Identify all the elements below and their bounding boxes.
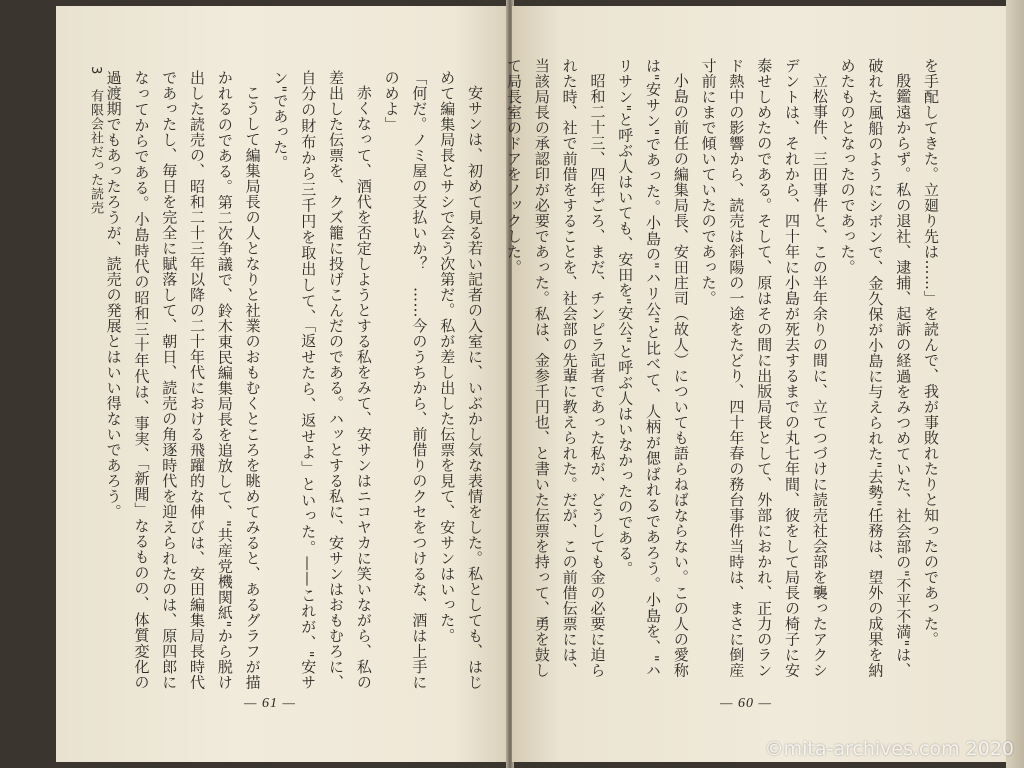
paragraph: 殷鑑遠からず。私の退社、逮捕、起訴の経過をみつめていた、社会部の"不平不満"は、破れた風船のようにシボンで、金久保が小島に与えられた"去勢"任務は、望外の成果を納めたものとなったのであった。 (838, 58, 913, 678)
watermark: ©mita-archives.com 2020 (764, 738, 1014, 760)
page-number: — 61 — (244, 696, 296, 711)
paragraph: 立松事件、三田事件と、この半年余りの間に、立てつづけに読売社会部を襲ったアクシデントは、それから、四十年に小島が死去するまでの丸七年間、彼をして局長の椅子に安泰せしめたのである。そして、原はその間に出版局長として、外部におかれ、正力のランド熱中の影響から、読売は斜陽の一途をたどり、四十年春の務台事件当時は、まさに倒産寸前にまで傾いていたのであった。 (699, 58, 829, 678)
running-header: 3 有限会社だった読売 (88, 66, 103, 216)
right-page-body (505, 58, 944, 678)
right-page (505, 6, 1008, 762)
paragraph: 赤くなって、酒代を否定しようとする私をみて、安サンはニコヤカに笑いながら、私の差出した伝票を、クズ籠に投げこんだのである。ハッとする私に、安サンはおもむろに、自分の財布から三千円を取出して、「返せたら、返せよ」といった。——これが、"安サン"であった。 (271, 70, 373, 690)
left-page (56, 6, 508, 762)
paragraph: 安サンは、初めて見る若い記者の入室に、いぶかし気な表情をした。私としても、はじめて編集局長とサシで会う次第だ。私が差し出した伝票を見て、安サンはいった。 (438, 70, 484, 690)
paragraph: こうして編集局長の人となりと社業のおもむくところを眺めてみると、あるグラフが描かれるのである。第二次争議で、鈴木東民編集局長を追放して、"共産党機関紙"から脱け出した読売の、昭和二十三年以降の二十年代における飛躍的な伸びは、安田編集局長時代であったし、毎日を完全に賦落して、朝日、読売の角逐時代を迎えられたのは、原四郎になってからである。小島時代の昭和三十年代は、事実、「新聞」なるものの、体質変化の過渡期でもあったろうが、読売の発展とはいい得ないであろう。 (104, 70, 262, 690)
paragraph: を手配してきた。立廻り先は……」を読んで、我が事敗れたりと知ったのであった。 (922, 58, 940, 647)
page-number: — 60 — (720, 696, 772, 711)
paragraph: 小島の前任の編集局長、安田庄司（故人）についても語らねばならない。この人の愛称は"安サン"であった。小島の"ハリ公"と比べて、人柄が偲ばれるであろう。小島を、"ハリサン"と呼ぶ人はいても、安田を"安公"と呼ぶ人はいなかったのである。 (616, 58, 690, 678)
left-page-body (104, 70, 488, 690)
paragraph: 昭和二十三、四年ごろ、まだ、チンピラ記者であった私が、どうしても金の必要に迫られた時、社で前借をすることを、社会部の先輩に教えられた。だが、この前借伝票には、当該局長の承認印が必要であった。私は、金参千円也、と書いた伝票を持って、勇を鼓して局長室のドアをノックした。 (505, 58, 607, 678)
paragraph: 「何だ。ノミ屋の支払いか？ ……今のうちから、前借りのクセをつけるな、酒は上手にのめよ」 (382, 70, 429, 690)
book-edge (1006, 0, 1024, 768)
